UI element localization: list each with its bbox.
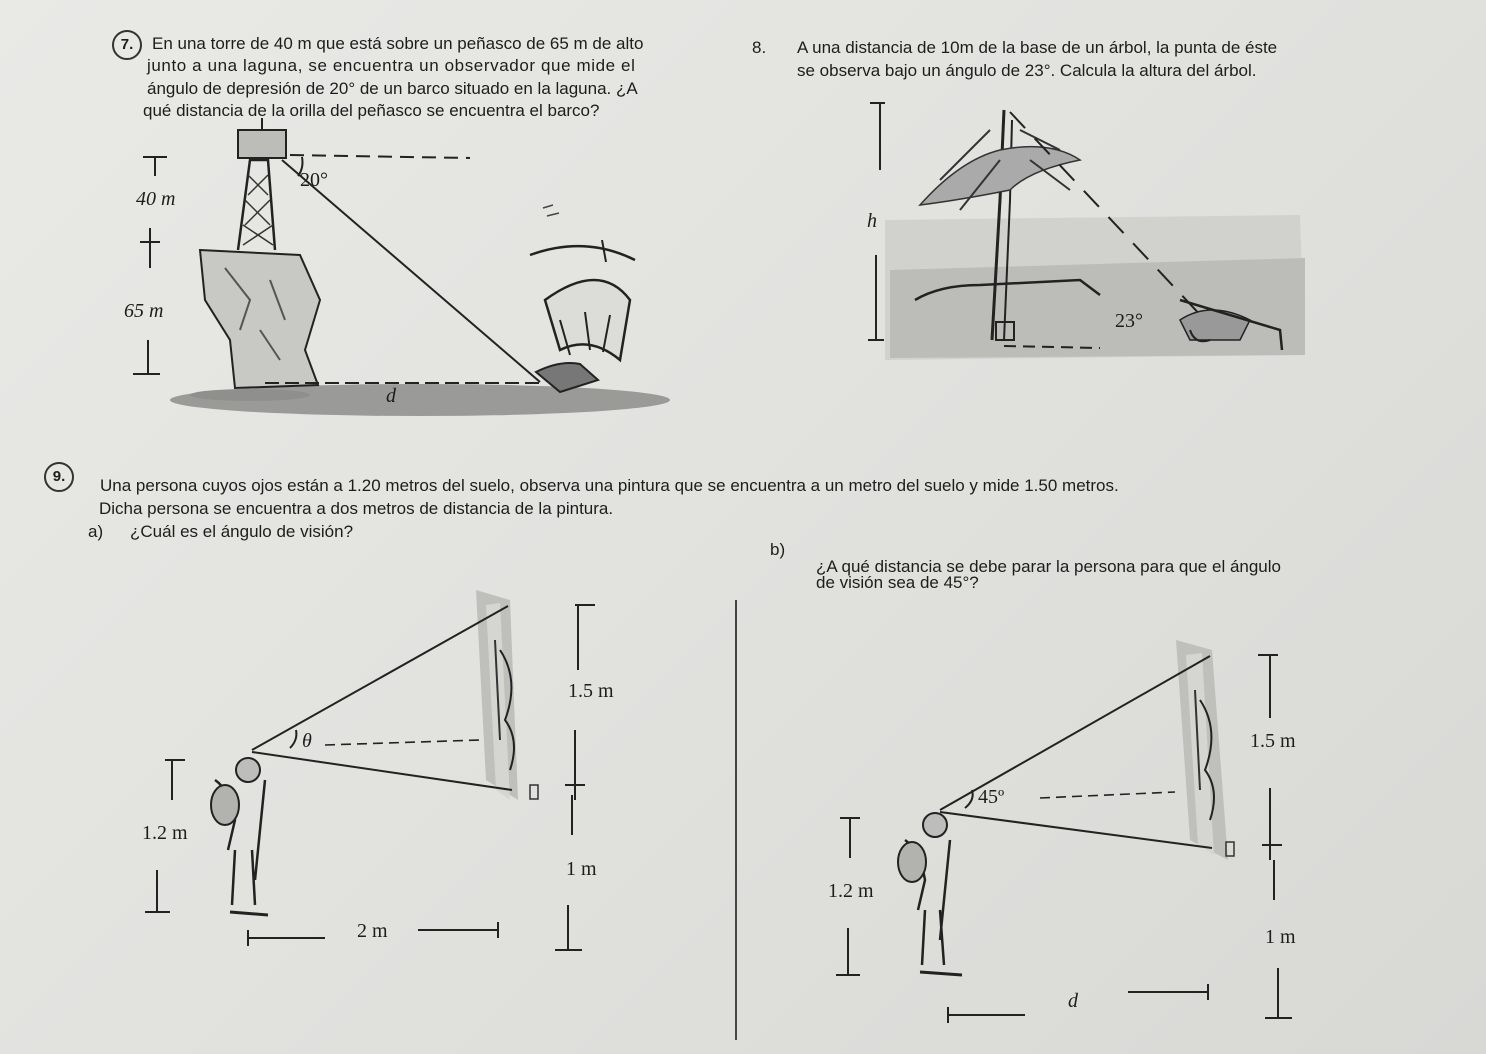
- fig7-cliff-height: 65 m: [124, 300, 164, 322]
- fig9b-ground-height: 1 m: [1265, 926, 1296, 948]
- fig9a-distance: 2 m: [357, 920, 388, 942]
- part-a-letter: a): [88, 522, 104, 541]
- part-a-text: ¿Cuál es el ángulo de visión?: [130, 522, 354, 541]
- problem-9-number: 9.: [44, 462, 74, 492]
- problem-7-line-2: junto a una laguna, se encuentra un observador que mide el: [147, 56, 636, 75]
- fig9a-eye-height: 1.2 m: [142, 822, 188, 844]
- problem-8-number: 8.: [752, 38, 767, 57]
- problem-7-line-4: qué distancia de la orilla del peñasco se encuentra el barco?: [143, 101, 600, 120]
- problem-8-line-1: A una distancia de 10m de la base de un árbol, la punta de éste: [797, 38, 1278, 57]
- fig7-angle: 20°: [300, 169, 328, 191]
- person-icon-b: [898, 813, 962, 975]
- problem-7-number: 7.: [112, 30, 142, 60]
- problem-7-line-1: En una torre de 40 m que está sobre un peñasco de 65 m de alto: [152, 34, 644, 53]
- fig9a-painting-height: 1.5 m: [568, 680, 614, 702]
- fig8-angle: 23°: [1115, 310, 1143, 332]
- part-b-line-2: de visión sea de 45°?: [816, 573, 979, 592]
- fig9a-ground-height: 1 m: [566, 858, 597, 880]
- problem-9-line-1: Una persona cuyos ojos están a 1.20 metros del suelo, observa una pintura que se encuentra a un metro del suelo y mide 1.50 metros.: [100, 476, 1119, 495]
- fig9b-distance: d: [1068, 990, 1078, 1012]
- fig9a-angle: θ: [302, 730, 312, 752]
- problem-7-line-3: ángulo de depresión de 20° de un barco situado en la laguna. ¿A: [147, 79, 638, 98]
- fig8-height: h: [867, 210, 877, 232]
- problem-9-line-2: Dicha persona se encuentra a dos metros de distancia de la pintura.: [99, 499, 614, 518]
- fig7-tower-height: 40 m: [136, 188, 176, 210]
- fig9b-painting-height: 1.5 m: [1250, 730, 1296, 752]
- part-b-letter: b): [770, 540, 786, 559]
- fig9b-eye-height: 1.2 m: [828, 880, 874, 902]
- fig7-distance: d: [386, 385, 396, 407]
- problem-8-line-2: se observa bajo un ángulo de 23°. Calcula la altura del árbol.: [797, 61, 1257, 80]
- fig9b-angle: 45º: [978, 786, 1005, 808]
- part-b-line-1: ¿A qué distancia se debe parar la persona para que el ángulo: [816, 557, 1281, 576]
